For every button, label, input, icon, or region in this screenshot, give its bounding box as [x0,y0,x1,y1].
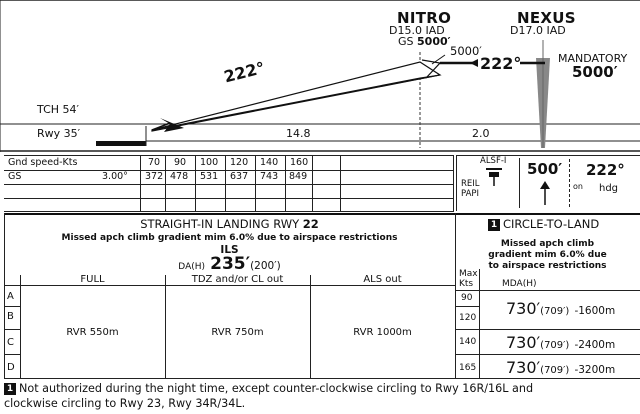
ils-label: ILS [220,244,239,256]
circle-kts-165: 165 [459,363,477,373]
cat-a: A [7,291,14,302]
circle-mda-d [506,358,615,377]
rate-140: 743 [260,171,279,182]
circle-mda-height: (709′) [540,306,570,317]
footer-line-1 [4,381,636,396]
circle-mda-height: (709′) [540,340,570,351]
circle-kts-120: 120 [459,313,477,323]
rate-90: 478 [170,171,189,182]
gs-row-label: GS [8,171,22,182]
fix1-distance: D15.0 IAD [389,24,445,37]
fix2-name: NEXUS [517,9,576,27]
rate-70: 372 [145,171,164,182]
fix1-gs-row [398,35,451,48]
circle-title: CIRCLE-TO-LAND [503,217,600,231]
inbound-arrow [470,59,478,67]
circle-mda-value: 730′ [506,299,541,318]
fix1-altitude: 5000′ [450,44,482,58]
circle-title-row [488,217,599,231]
on-label: on [573,182,583,191]
mda-label: MDA(H) [502,279,537,289]
rvr-full: RVR 550m [66,327,119,338]
climb-arrow-icon [539,181,551,207]
circle-note-line-3: to airspace restrictions [488,261,607,271]
speed-160: 160 [290,157,309,168]
da-value: 235′ [210,254,251,274]
fix1-gs-value: 5000′ [417,35,451,48]
max-kts-label [459,269,478,289]
cat-d: D [7,362,15,373]
reil-label: REIL [461,179,480,189]
hdg-label: hdg [599,183,619,194]
rate-160: 849 [289,171,308,182]
footer-line-1-text: Not authorized during the night time, except counter-clockwise circling to Rwy 16R/16L and [19,382,534,395]
circle-note [455,239,640,272]
fix2-distance: D17.0 IAD [510,24,566,37]
footer-note-badge: 1 [4,383,16,395]
da-row [4,254,455,274]
circle-vis: -3200m [574,364,616,376]
rvr-als: RVR 1000m [353,327,412,338]
distance-2: 2.0 [472,127,490,140]
col-als: ALS out [363,274,402,285]
mandatory-label: MANDATORY [558,52,628,65]
approach-light-icon [484,166,504,186]
gs-angle: 3.00° [102,171,128,182]
circle-mda-height: (709′) [540,365,570,376]
missed-note: Missed apch climb gradient mim 6.0% due to airspace restrictions [61,233,398,243]
tch-label: TCH 54′ [37,103,80,116]
circle-kts-90: 90 [461,293,473,303]
da-height: (200′) [250,260,281,272]
ground-speed-table [4,155,454,211]
lighting-box [456,155,640,211]
speed-140: 140 [260,157,279,168]
circle-mda-value: 730′ [506,333,541,352]
circle-mda-ab [506,299,615,318]
rate-100: 531 [200,171,219,182]
footer-line-2: clockwise circling to Rwy 23, Rwy 34R/34L. [4,397,246,410]
mandatory-altitude: 5000′ [572,63,618,81]
glide-slope-wedge [152,62,440,131]
da-label: DA(H) [178,262,206,272]
speed-120: 120 [230,157,249,168]
inbound-course: 222° [480,54,522,73]
runway-bar [96,141,146,146]
alsf-label: ALSF-I [480,156,507,166]
kts-label: Kts [459,279,474,289]
runway-elevation: Rwy 35′ [37,127,81,140]
col-full: FULL [80,274,105,285]
papi-label: PAPI [461,189,480,199]
circle-mda-value: 730′ [506,358,541,377]
circle-note-line-2: gradient mim 6.0% due [488,250,607,260]
missed-course: 222° [586,161,625,179]
circle-note-line-1: Missed apch climb [500,239,595,249]
speed-70: 70 [148,157,161,168]
speed-100: 100 [200,157,219,168]
circle-note-badge: 1 [488,219,500,231]
cat-c: C [7,337,14,348]
gs-header: Gnd speed-Kts [8,157,78,168]
fix1-gs-label: GS [398,35,414,48]
straight-in-prefix: STRAIGHT-IN LANDING RWY [140,217,300,231]
rate-120: 637 [230,171,249,182]
footer-note [4,381,636,414]
profile-view [0,0,640,152]
straight-in-title [4,217,455,231]
rvr-tdz: RVR 750m [211,327,264,338]
col-tdz: TDZ and/or CL out [191,274,284,285]
max-label: Max [459,269,478,279]
distance-1: 14.8 [286,127,311,140]
speed-90: 90 [174,157,187,168]
minima-box [4,213,640,379]
cat-b: B [7,311,14,322]
circle-vis: -2400m [574,339,616,351]
circle-mda-c [506,333,615,352]
fix1-name: NITRO [397,9,452,27]
final-course: 222° [222,57,267,87]
missed-alt: 500′ [527,160,563,178]
circle-kts-140: 140 [459,337,477,347]
circle-vis: -1600m [574,305,616,317]
straight-in-rwy: 22 [302,217,319,231]
